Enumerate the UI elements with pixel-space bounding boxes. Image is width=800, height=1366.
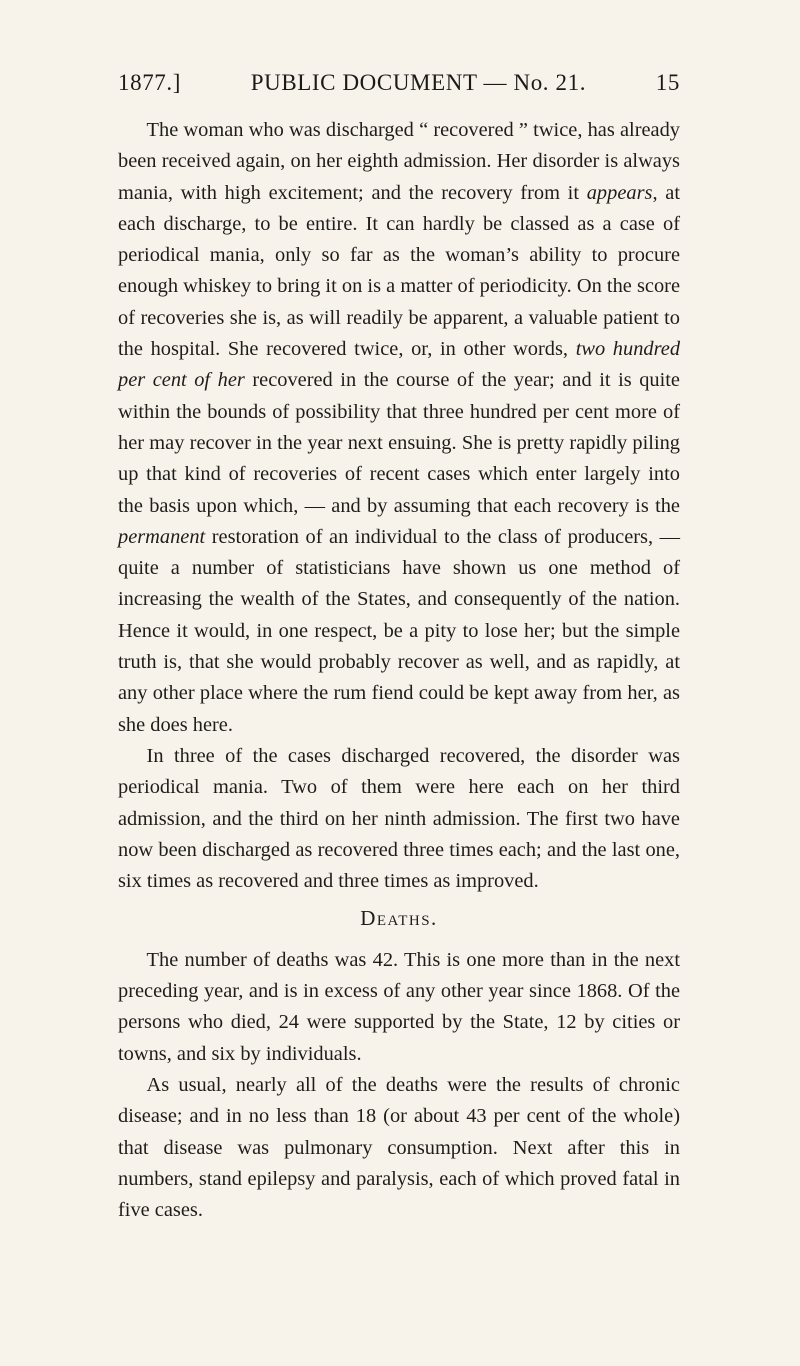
paragraph-periodical-mania: In three of the cases discharged recovered, the disorder was periodical mania. Two of them were here each on her third admission, and the third on her ninth admission. The first two have now been discharged as recovered three times each; and the last one, six times as recovered and three times as improved.: [118, 744, 680, 893]
body-text: [118, 115, 680, 1226]
paragraph-chronic-disease: As usual, nearly all of the deaths were the results of chronic disease; and in no less than 18 (or about 43 per cent of the whole) that disease was pulmonary consumption. Next after this in numbers, stand epilepsy and paralysis, each of which proved fatal in five cases.: [118, 1073, 680, 1222]
emphasis-appears: appears: [586, 181, 653, 204]
paragraph-recovered-woman: The woman who was discharged “ recovered ” twice, has already been received again, on her eighth admission. Her disorder is always mania, with high excitement; and the recovery from it appears, at each discharge, to be entire. It can hardly be classed as a case of periodical mania, only so far as the woman’s ability to procure enough whiskey to bring it on is a matter of periodicity. On the score of recoveries she is, as will readily be apparent, a valuable patient to the hospital. She recovered twice, or, in other words, two hundred per cent of her recovered in the course of the year; and it is quite within the bounds of possibility that three hundred per cent more of her may recover in the year next ensuing. She is pretty rapidly piling up that kind of recoveries of recent cases which enter largely into the basis upon which, — and by assuming that each recovery is the permanent restoration of an individual to the class of producers, — quite a number of statisticians have shown us one method of increasing the wealth of the States, and consequently of the nation. Hence it would, in one respect, be a pity to lose her; but the simple truth is, that she would probably recover as well, and as rapidly, at any other place where the rum fiend could be kept away from her, as she does here.: [118, 119, 681, 736]
emphasis-two-hundred-per-cent: two hundred per cent of her: [118, 338, 681, 392]
running-header: [118, 70, 680, 96]
header-year: 1877.]: [118, 70, 182, 95]
paragraph-deaths-count: The number of deaths was 42. This is one more than in the next preceding year, and is in excess of any other year since 1868. Of the persons who died, 24 were supported by the State, 12 by cities or towns, and six by individuals.: [118, 948, 680, 1065]
header-page-number: 15: [655, 70, 680, 95]
header-title: PUBLIC DOCUMENT — No. 21.: [250, 70, 587, 95]
emphasis-permanent: permanent: [118, 525, 206, 548]
section-heading-deaths: Deaths.: [360, 906, 438, 931]
